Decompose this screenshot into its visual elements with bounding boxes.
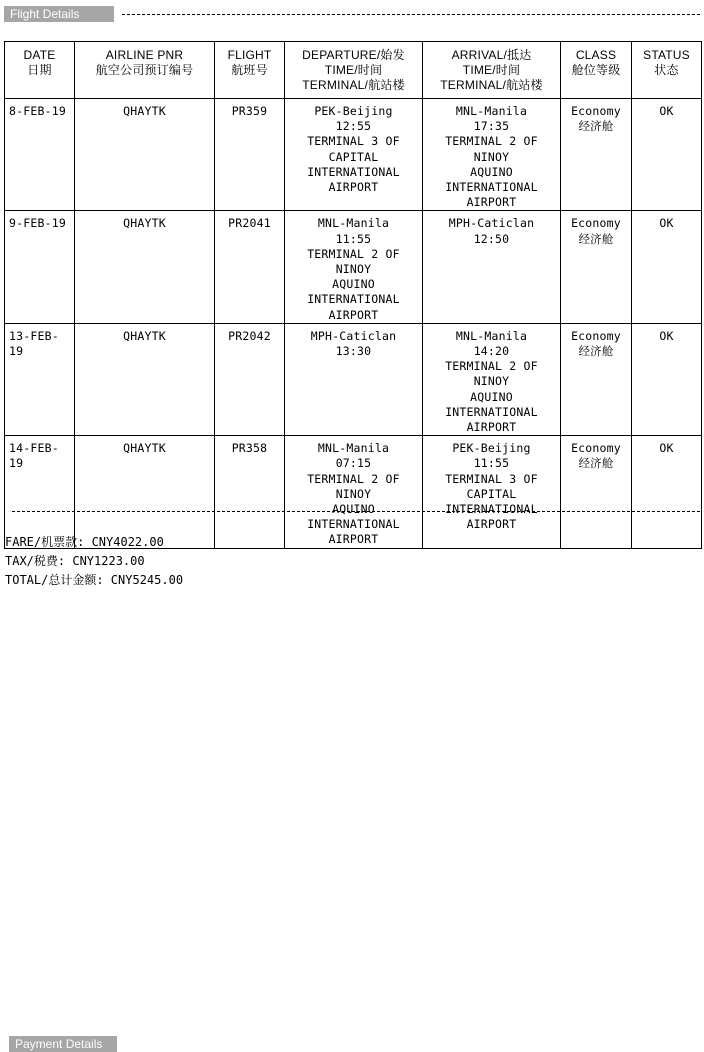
header-line: 舱位等级 bbox=[571, 63, 621, 77]
flight-number-cell-text: PR358 bbox=[231, 441, 268, 456]
arrival-cell-line: AIRPORT bbox=[466, 195, 517, 210]
date-cell bbox=[5, 436, 75, 548]
class-cell-line: Economy bbox=[571, 328, 621, 343]
table-row bbox=[5, 436, 702, 548]
departure-cell-line: AQUINO bbox=[332, 502, 375, 517]
flight-details-title: Flight Details bbox=[4, 6, 114, 22]
date-cell-text: 9-FEB-19 bbox=[9, 216, 66, 231]
flight-number-cell-text: PR359 bbox=[231, 104, 268, 118]
pnr-cell bbox=[75, 436, 215, 548]
departure-cell-line: 07:15 bbox=[335, 456, 372, 471]
departure-cell-line: AIRPORT bbox=[328, 532, 379, 547]
arrival-cell-line: CAPITAL bbox=[466, 486, 517, 501]
status-cell bbox=[632, 99, 702, 211]
date-cell-text: 13-FEB-19 bbox=[9, 328, 59, 359]
header-line: 航班号 bbox=[231, 63, 268, 77]
pnr-cell-text: QHAYTK bbox=[123, 328, 166, 343]
class-cell-line: 经济舱 bbox=[578, 119, 614, 134]
departure-cell-line: TERMINAL 3 OF bbox=[307, 134, 400, 149]
departure-cell-line: 12:55 bbox=[335, 119, 372, 134]
flight-number-cell bbox=[215, 211, 285, 323]
departure-cell-line: 13:30 bbox=[335, 344, 372, 359]
header-line: 日期 bbox=[27, 63, 52, 77]
arrival-cell-line: PEK-Beijing bbox=[452, 441, 531, 456]
date-cell bbox=[5, 211, 75, 323]
arrival-cell-line: TERMINAL 2 OF NINOY bbox=[445, 134, 538, 164]
arrival-cell-line: TERMINAL 3 OF bbox=[445, 471, 538, 486]
header-line: DATE bbox=[23, 48, 56, 62]
date-cell-text: 14-FEB-19 bbox=[9, 441, 59, 471]
flight-number-cell bbox=[215, 436, 285, 548]
tax-line: TAX/税费: CNY1223.00 bbox=[5, 554, 145, 568]
departure-cell-line: 11:55 bbox=[335, 231, 372, 246]
class-cell-line: Economy bbox=[571, 216, 621, 231]
flight-table bbox=[4, 41, 702, 549]
departure-cell-line: MPH-Caticlan bbox=[310, 328, 397, 343]
departure-cell bbox=[285, 99, 423, 211]
departure-cell bbox=[285, 323, 423, 435]
pnr-cell bbox=[75, 323, 215, 435]
departure-cell bbox=[285, 211, 423, 323]
header-date bbox=[5, 42, 75, 99]
departure-cell-line: AQUINO bbox=[332, 277, 375, 292]
class-cell bbox=[561, 99, 632, 211]
arrival-cell-line: 11:55 bbox=[473, 456, 510, 471]
departure-cell bbox=[285, 436, 423, 548]
flight-number-cell-text: PR2041 bbox=[228, 216, 271, 231]
header-line: STATUS bbox=[643, 48, 690, 62]
flight-number-cell bbox=[215, 323, 285, 435]
fare-line: FARE/机票款: CNY4022.00 bbox=[5, 535, 164, 549]
departure-cell-line: AIRPORT bbox=[328, 307, 379, 322]
arrival-cell bbox=[423, 323, 561, 435]
arrival-cell-line: INTERNATIONAL bbox=[445, 180, 538, 195]
header-status bbox=[632, 42, 702, 99]
pnr-cell-text: QHAYTK bbox=[123, 216, 166, 231]
header-line: AIRLINE PNR bbox=[105, 48, 184, 62]
departure-cell-line: MNL-Manila bbox=[317, 216, 390, 231]
table-row bbox=[5, 323, 702, 435]
header-line: CLASS bbox=[575, 48, 617, 62]
status-cell bbox=[632, 323, 702, 435]
header-flight bbox=[215, 42, 285, 99]
arrival-cell-line: 14:20 bbox=[473, 344, 510, 359]
header-line: 状态 bbox=[654, 63, 679, 77]
table-row bbox=[5, 99, 702, 211]
flight-details-header bbox=[4, 6, 700, 22]
dashed-divider bbox=[12, 511, 700, 512]
status-cell-text: OK bbox=[659, 328, 674, 343]
departure-cell-line: TERMINAL 2 OF NINOY bbox=[307, 246, 400, 277]
pnr-cell-text: QHAYTK bbox=[123, 441, 166, 456]
departure-cell-line: INTERNATIONAL bbox=[307, 164, 400, 179]
departure-cell-line: AIRPORT bbox=[328, 180, 379, 195]
header-line: TIME/时间 bbox=[462, 63, 521, 77]
date-cell bbox=[5, 99, 75, 211]
header-line: TERMINAL/航站楼 bbox=[440, 78, 543, 92]
header-departure bbox=[285, 42, 423, 99]
arrival-cell-line: MPH-Caticlan bbox=[448, 216, 535, 231]
header-line: DEPARTURE/始发 bbox=[302, 48, 405, 62]
departure-cell-line: CAPITAL bbox=[328, 149, 379, 164]
arrival-cell-line: 12:50 bbox=[473, 231, 510, 246]
status-cell-text: OK bbox=[659, 104, 674, 118]
dashed-divider bbox=[122, 14, 700, 15]
flight-number-cell bbox=[215, 99, 285, 211]
departure-cell-line: TERMINAL 2 OF NINOY bbox=[307, 471, 400, 501]
flight-table-body bbox=[5, 99, 702, 549]
status-cell-text: OK bbox=[659, 441, 674, 456]
arrival-cell-line: 17:35 bbox=[473, 119, 510, 134]
departure-cell-line: MNL-Manila bbox=[317, 441, 390, 456]
class-cell bbox=[561, 211, 632, 323]
date-cell bbox=[5, 323, 75, 435]
table-header-row bbox=[5, 42, 702, 99]
header-line: TIME/时间 bbox=[324, 63, 383, 77]
payment-summary bbox=[5, 533, 183, 590]
arrival-cell bbox=[423, 436, 561, 548]
pnr-cell-text: QHAYTK bbox=[123, 104, 166, 118]
arrival-cell-line: MNL-Manila bbox=[455, 104, 528, 118]
arrival-cell-line: INTERNATIONAL bbox=[445, 502, 538, 517]
departure-cell-line: INTERNATIONAL bbox=[307, 292, 400, 307]
arrival-cell bbox=[423, 211, 561, 323]
class-cell-line: 经济舱 bbox=[578, 344, 614, 359]
pnr-cell bbox=[75, 99, 215, 211]
class-cell-line: Economy bbox=[571, 104, 621, 118]
class-cell-line: 经济舱 bbox=[578, 231, 614, 246]
header-arrival bbox=[423, 42, 561, 99]
arrival-cell-line: AQUINO bbox=[470, 164, 513, 179]
class-cell bbox=[561, 436, 632, 548]
header-line: TERMINAL/航站楼 bbox=[302, 78, 405, 92]
flight-number-cell-text: PR2042 bbox=[228, 328, 271, 343]
arrival-cell-line: AIRPORT bbox=[466, 420, 517, 435]
departure-cell-line: PEK-Beijing bbox=[314, 104, 393, 118]
arrival-cell-line: TERMINAL 2 OF NINOY bbox=[445, 359, 538, 389]
arrival-cell-line: AQUINO bbox=[470, 389, 513, 404]
arrival-cell-line: MNL-Manila bbox=[455, 328, 528, 343]
header-airline-pnr bbox=[75, 42, 215, 99]
arrival-cell-line: AIRPORT bbox=[466, 517, 517, 532]
header-line: 航空公司预订编号 bbox=[95, 63, 194, 77]
total-line: TOTAL/总计金额: CNY5245.00 bbox=[5, 573, 184, 587]
class-cell-line: Economy bbox=[571, 441, 621, 456]
header-line: FLIGHT bbox=[227, 48, 272, 62]
class-cell bbox=[561, 323, 632, 435]
pnr-cell bbox=[75, 211, 215, 323]
payment-details-title: Payment Details bbox=[9, 1036, 117, 1052]
status-cell bbox=[632, 211, 702, 323]
header-line: ARRIVAL/抵达 bbox=[451, 48, 532, 62]
date-cell-text: 8-FEB-19 bbox=[9, 104, 66, 118]
arrival-cell bbox=[423, 99, 561, 211]
table-row bbox=[5, 211, 702, 323]
departure-cell-line: INTERNATIONAL bbox=[307, 517, 400, 532]
arrival-cell-line: INTERNATIONAL bbox=[445, 404, 538, 419]
header-class bbox=[561, 42, 632, 99]
status-cell-text: OK bbox=[659, 216, 674, 231]
class-cell-line: 经济舱 bbox=[578, 456, 614, 471]
status-cell bbox=[632, 436, 702, 548]
